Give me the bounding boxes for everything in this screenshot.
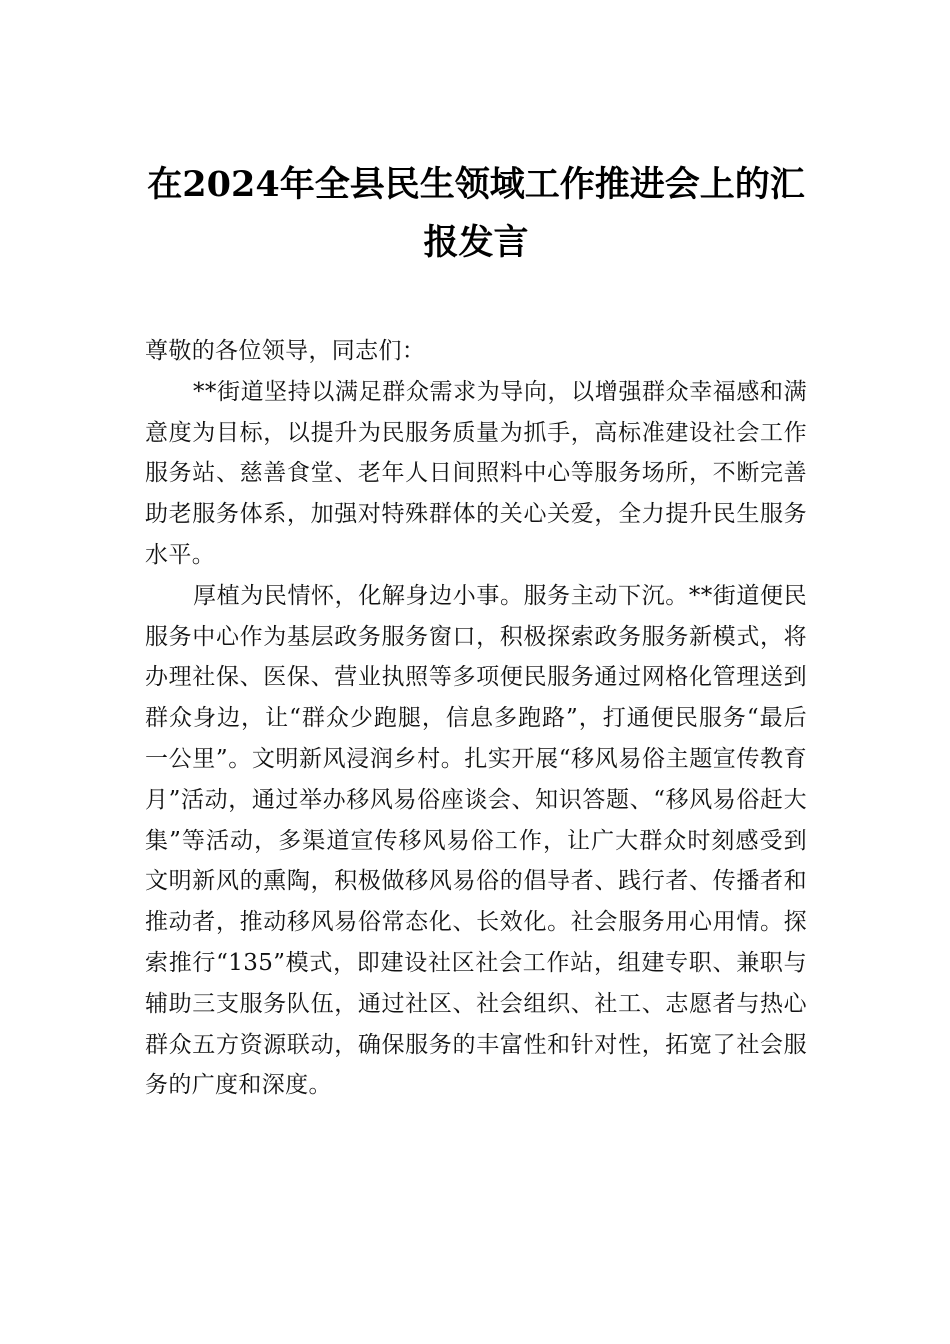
document-title: 在2024年全县民生领域工作推进会上的汇报发言: [147, 164, 805, 263]
document-body: [145, 331, 807, 1106]
paragraph-main: 厚植为民情怀，化解身边小事。服务主动下沉。**街道便民服务中心作为基层政务服务窗口，积极探索政务服务新模式，将办理社保、医保、营业执照等多项便民服务通过网格化管理送到群众身边，让“群众少跑腿，信息多跑路”，打通便民服务“最后一公里”。文明新风浸润乡村。扎实开展“移风易俗主题宣传教育月”活动，通过举办移风易俗座谈会、知识答题、“移风易俗赶大集”等活动，多渠道宣传移风易俗工作，让广大群众时刻感受到文明新风的熏陶，积极做移风易俗的倡导者、践行者、传播者和推动者，推动移风易俗常态化、长效化。社会服务用心用情。探索推行“135”模式，即建设社区社会工作站，组建专职、兼职与辅助三支服务队伍，通过社区、社会组织、社工、志愿者与热心群众五方资源联动，确保服务的丰富性和针对性，拓宽了社会服务的广度和深度。: [145, 582, 807, 1099]
paragraph-intro: **街道坚持以满足群众需求为导向，以增强群众幸福感和满意度为目标，以提升为民服务质量为抓手，高标准建设社会工作服务站、慈善食堂、老年人日间照料中心等服务场所，不断完善助老服务体系，加强对特殊群体的关心关爱，全力提升民生服务水平。: [145, 378, 807, 568]
salutation: 尊敬的各位领导，同志们：: [145, 338, 426, 364]
